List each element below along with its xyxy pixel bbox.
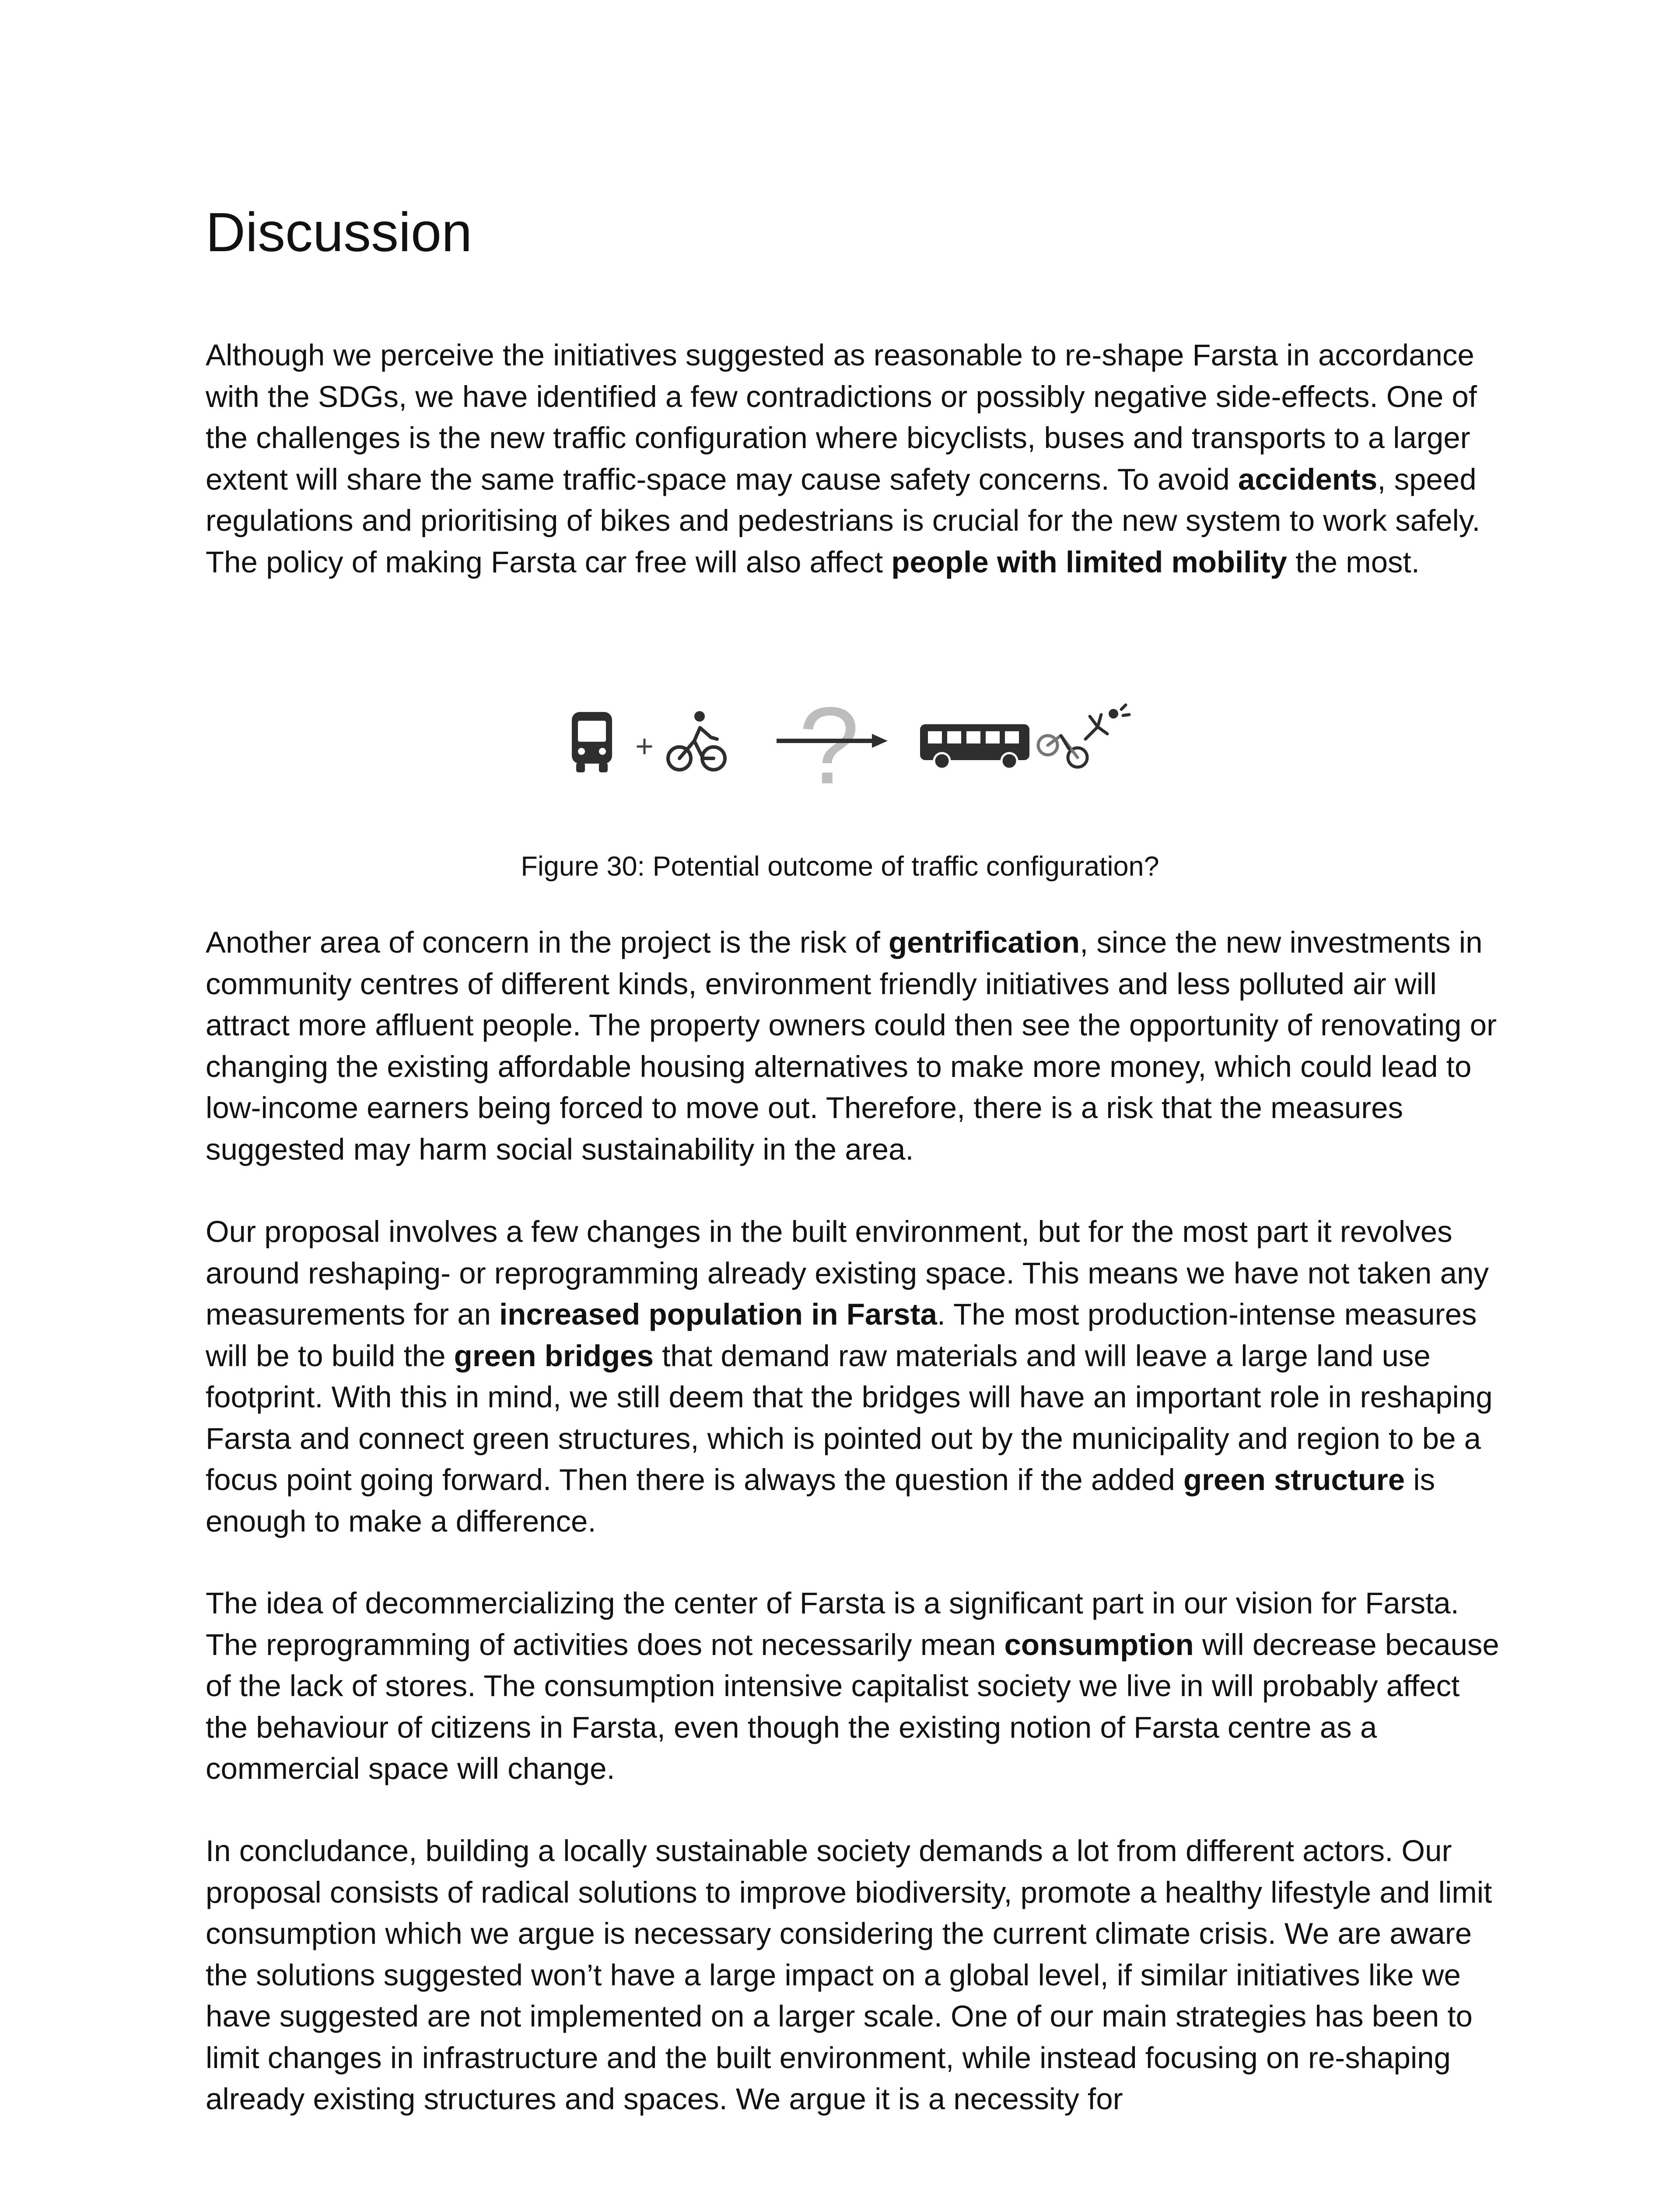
bus-front-icon [572,712,612,772]
question-mark: ? [798,694,860,794]
bike-collision-icon [1038,705,1129,767]
paragraph-conclusion: In concludance, building a locally sustainable society demands a lot from different actors. Our proposal consists of radical solutions to improve biodiversity, promote a healthy lifestyle and limit consumption which we argue is necessary considering the current climate crisis. We are aware the solutions suggested won’t have a large impact on a global level, if similar initiatives like we have suggested are not implemented on a larger scale. One of our main strategies has been to limit changes in infrastructure and the built environment, while instead focusing on re-shaping already existing structures and spaces. We argue it is a necessity for [206,1834,1492,2116]
paragraph-built-environment: Our proposal involves a few changes in the built environment, but for the most part it revolves around reshaping- or reprogramming already existing space. This means we have not taken any measurements for an increased population in Farsta. The most production-intense measures will be to build the green bridges that demand raw materials and will leave a large land use footprint. With this in mind, we still deem that the bridges will have an important role in reshaping Farsta and connect green structures, which is pointed out by the municipality and region to be a focus point going forward. Then there is always the question if the added green structure is enough to make a difference. [206,1215,1493,1538]
bold-term: green structure [1183,1463,1405,1497]
paragraph-gentrification: Another area of concern in the project is the risk of gentrification, since the new investments in community centres of different kinds, environment friendly initiatives and less polluted air will attract more affluent people. The property owners could then see the opportunity of renovating or changing the existing affordable housing alternatives to make more money, which could lead to low-income earners being forced to move out. Therefore, there is a risk that the measures suggested may harm social sustainability in the area. [206,926,1497,1166]
cyclist-icon [668,711,725,770]
bold-term: increased population in Farsta [499,1297,937,1331]
paragraph-traffic: Although we perceive the initiatives suggested as reasonable to re-shape Farsta in accordance with the SDGs, we have identified a few contradictions or possibly negative side-effects. One of the challenges is the new traffic configuration where bicyclists, buses and transports to a larger extent will share the same traffic-space may cause safety concerns. To avoid accidents, speed regulations and prioritising of bikes and pedestrians is crucial for the new system to work safely. The policy of making Farsta car free will also affect people with limited mobility the most. [206,338,1480,579]
bold-term: accidents [1238,462,1378,496]
traffic-figure [567,694,1138,794]
figure-caption: Figure 30: Potential outcome of traffic configuration? [521,851,1159,882]
bold-term: green bridges [454,1339,654,1373]
section-heading: Discussion [206,201,472,263]
bold-term: people with limited mobility [891,545,1287,579]
bold-term: gentrification [889,926,1080,959]
bus-side-icon [920,724,1029,769]
plus-sign: + [635,729,654,764]
paragraph-consumption: The idea of decommercializing the center of Farsta is a significant part in our vision for Farsta. The reprogramming of activities does not necessarily mean consumption will decrease because of the lack of stores. The consumption intensive capitalist society we live in will probably affect the behaviour of citizens in Farsta, even though the existing notion of Farsta centre as a commercial space will change. [206,1586,1499,1785]
bold-term: consumption [1004,1627,1194,1662]
